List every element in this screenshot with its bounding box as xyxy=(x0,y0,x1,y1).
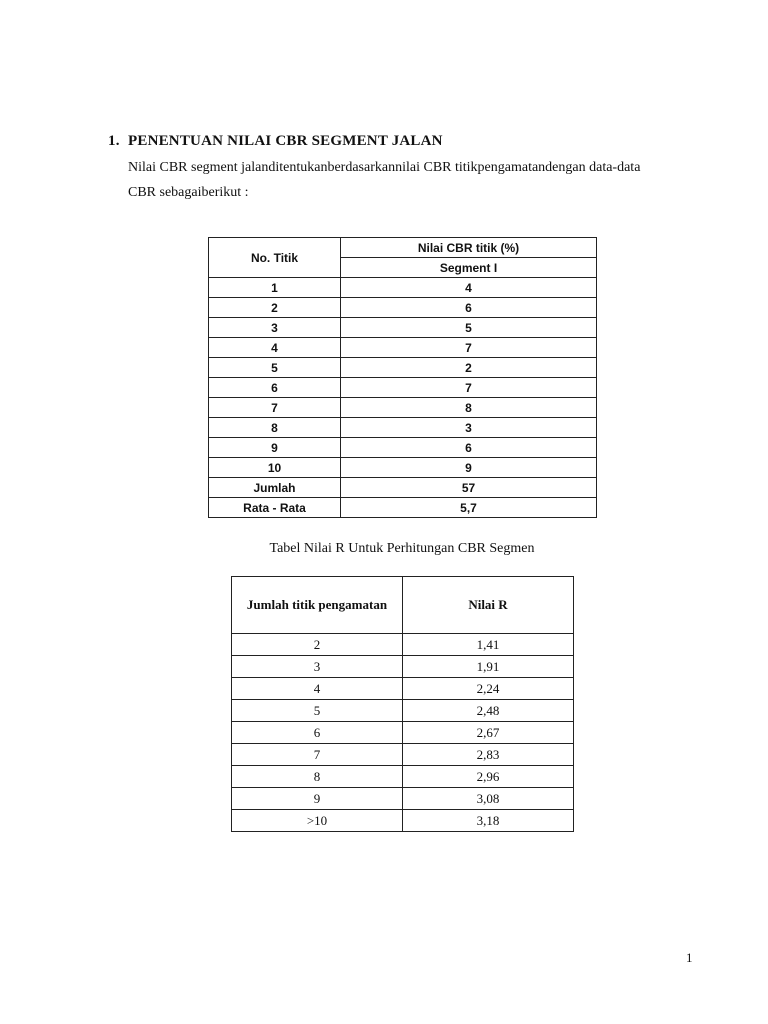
cell-value: 5 xyxy=(341,318,597,338)
average-row xyxy=(209,498,597,518)
cell-no: 4 xyxy=(209,338,341,358)
cell-value: 7 xyxy=(341,378,597,398)
header-no-titik: No. Titik xyxy=(209,238,341,278)
cell-n: 5 xyxy=(232,700,403,722)
paragraph-line-2: CBR sebagaiberikut : xyxy=(128,185,249,200)
sum-row xyxy=(209,478,597,498)
cell-n: 6 xyxy=(232,722,403,744)
cell-no: 1 xyxy=(209,278,341,298)
cell-value: 6 xyxy=(341,298,597,318)
cell-no: 9 xyxy=(209,438,341,458)
cell-r: 1,91 xyxy=(403,656,574,678)
cell-no: 10 xyxy=(209,458,341,478)
cell-value: 9 xyxy=(341,458,597,478)
table-row xyxy=(209,298,597,318)
cell-value: 4 xyxy=(341,278,597,298)
cell-r: 3,18 xyxy=(403,810,574,832)
section-heading xyxy=(108,133,443,150)
cell-n: 3 xyxy=(232,656,403,678)
table-row xyxy=(232,722,574,744)
sum-value: 57 xyxy=(341,478,597,498)
header-jumlah-titik: Jumlah titik pengamatan xyxy=(232,577,403,634)
section-number: 1. xyxy=(108,133,120,149)
table-row xyxy=(232,678,574,700)
cbr-values-table xyxy=(208,237,597,518)
header-nilai-cbr: Nilai CBR titik (%) xyxy=(341,238,597,258)
cell-n: 4 xyxy=(232,678,403,700)
cell-no: 2 xyxy=(209,298,341,318)
table-row xyxy=(209,398,597,418)
table-row xyxy=(209,438,597,458)
table-row xyxy=(232,766,574,788)
table-row xyxy=(232,634,574,656)
table-row xyxy=(232,700,574,722)
cell-value: 6 xyxy=(341,438,597,458)
table-row xyxy=(232,744,574,766)
cell-no: 8 xyxy=(209,418,341,438)
cell-no: 6 xyxy=(209,378,341,398)
table-row xyxy=(209,338,597,358)
cell-no: 3 xyxy=(209,318,341,338)
table-row xyxy=(232,810,574,832)
paragraph-line-1: Nilai CBR segment jalanditentukanberdasarkannilai CBR titikpengamatandengan data-data xyxy=(128,160,641,175)
nilai-r-table xyxy=(231,576,574,832)
cell-n: 7 xyxy=(232,744,403,766)
cell-n: 2 xyxy=(232,634,403,656)
table-header-row xyxy=(209,238,597,258)
cell-no: 5 xyxy=(209,358,341,378)
cell-r: 2,83 xyxy=(403,744,574,766)
average-value: 5,7 xyxy=(341,498,597,518)
table-row xyxy=(209,358,597,378)
page-number: 1 xyxy=(686,950,693,965)
cell-r: 1,41 xyxy=(403,634,574,656)
cell-r: 2,67 xyxy=(403,722,574,744)
table-row xyxy=(209,418,597,438)
table-row xyxy=(209,378,597,398)
cell-r: 2,24 xyxy=(403,678,574,700)
table-header-row xyxy=(232,577,574,634)
cell-value: 2 xyxy=(341,358,597,378)
table-row xyxy=(209,318,597,338)
header-nilai-r: Nilai R xyxy=(403,577,574,634)
cell-value: 7 xyxy=(341,338,597,358)
section-title: PENENTUAN NILAI CBR SEGMENT JALAN xyxy=(128,133,443,149)
cell-value: 3 xyxy=(341,418,597,438)
table-row xyxy=(209,458,597,478)
cell-r: 3,08 xyxy=(403,788,574,810)
table-row xyxy=(232,788,574,810)
sum-label: Jumlah xyxy=(209,478,341,498)
cell-n: >10 xyxy=(232,810,403,832)
cell-r: 2,96 xyxy=(403,766,574,788)
cell-r: 2,48 xyxy=(403,700,574,722)
table-row xyxy=(209,278,597,298)
table-row xyxy=(232,656,574,678)
header-segment: Segment I xyxy=(341,258,597,278)
cell-n: 8 xyxy=(232,766,403,788)
cell-no: 7 xyxy=(209,398,341,418)
table2-caption: Tabel Nilai R Untuk Perhitungan CBR Segmen xyxy=(269,541,535,556)
cell-n: 9 xyxy=(232,788,403,810)
average-label: Rata - Rata xyxy=(209,498,341,518)
cell-value: 8 xyxy=(341,398,597,418)
